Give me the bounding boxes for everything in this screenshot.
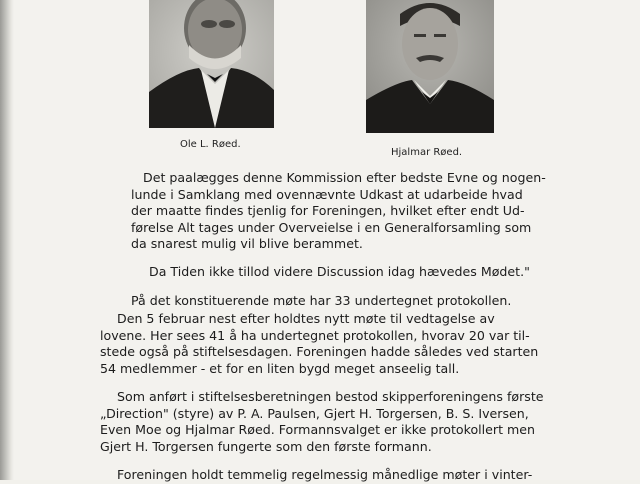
text-line: Den 5 februar nest efter holdtes nytt møte til vedtagelse av xyxy=(117,311,495,326)
paragraph-constituent-meeting xyxy=(131,293,551,310)
text-line: Som anført i stiftelsesberetningen bestod skipperforeningens første xyxy=(117,389,544,404)
text-line: da snarest mulig vil blive berammet. xyxy=(131,236,363,252)
paragraph-february-meeting xyxy=(100,311,551,377)
paragraph-quote-body xyxy=(131,170,546,253)
portrait-caption-hjalmar: Hjalmar Røed. xyxy=(391,147,463,158)
portrait-photo-ole xyxy=(149,0,274,128)
text-line: lovene. Her sees 41 å ha undertegnet protokollen, hvorav 20 var til- xyxy=(100,327,530,343)
portrait-caption-ole: Ole L. Røed. xyxy=(180,139,241,150)
paragraph-quote-end xyxy=(149,264,549,281)
text-line: Foreningen holdt temmelig regelmessig månedlige møter i vinter- xyxy=(117,467,533,482)
text-line: På det konstituerende møte har 33 undertegnet protokollen. xyxy=(131,293,512,308)
text-line: Da Tiden ikke tillod videre Discussion idag hævedes Mødet." xyxy=(149,264,530,279)
text-line: førelse Alt tages under Overveielse i en Generalforsamling som xyxy=(131,219,532,235)
text-line: Det paalægges denne Kommission efter bedste Evne og nogen- xyxy=(143,170,546,185)
text-line: lunde i Samklang med ovennævnte Udkast at udarbeide hvad xyxy=(131,186,523,202)
portrait-photo-hjalmar xyxy=(366,0,494,133)
paragraph-monthly-meetings xyxy=(100,467,551,484)
text-line: stede også på stiftelsesdagen. Foreningen hadde således ved starten xyxy=(100,344,539,360)
text-line: Gjert H. Torgersen fungerte som den første formann. xyxy=(100,438,432,454)
text-line: „Direction" (styre) av P. A. Paulsen, Gjert H. Torgersen, B. S. Iversen, xyxy=(100,405,529,421)
paragraph-first-board xyxy=(100,389,551,455)
text-line: Even Moe og Hjalmar Røed. Formannsvalget er ikke protokollert men xyxy=(100,422,536,438)
page-binding-edge xyxy=(0,0,14,480)
text-line: 54 medlemmer - et for en liten bygd meget anseelig tall. xyxy=(100,360,460,376)
text-line: der maatte findes tjenlig for Foreningen, hvilket efter endt Ud- xyxy=(131,203,525,219)
